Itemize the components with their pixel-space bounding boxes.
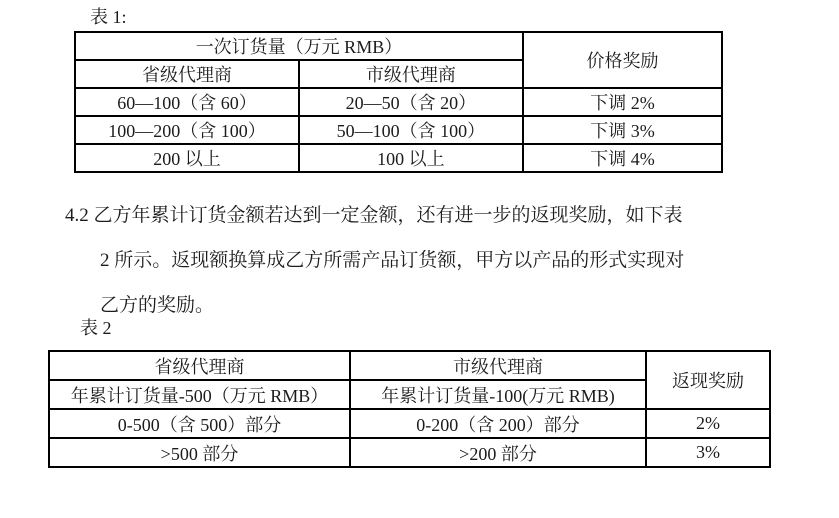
- table1-cell: 100—200（含 100）: [75, 116, 299, 144]
- table2-cell: 2%: [646, 409, 770, 438]
- table-row: [75, 88, 722, 116]
- table2-colheader-provincial: 省级代理商: [49, 351, 350, 380]
- table1-caption: 表 1:: [90, 7, 127, 27]
- table1-cell: 20—50（含 20）: [299, 88, 523, 116]
- table1-cell: 100 以上: [299, 144, 523, 172]
- table2-rebate-reward: [48, 350, 771, 468]
- table1-cell: 下调 2%: [523, 88, 722, 116]
- table1-cell: 50—100（含 100）: [299, 116, 523, 144]
- table1-cell: 下调 4%: [523, 144, 722, 172]
- table2-caption: 表 2: [80, 318, 112, 338]
- table2-cell: 3%: [646, 438, 770, 467]
- clause-line: 乙方的奖励。: [100, 295, 215, 316]
- table1-header-order-qty: 一次订货量（万元 RMB）: [75, 32, 523, 60]
- table2-header-rebate-reward: 返现奖励: [646, 351, 770, 409]
- table2-cell: 0-500（含 500）部分: [49, 409, 350, 438]
- clause-line: 4.2 乙方年累计订货金额若达到一定金额，还有进一步的返现奖励，如下表: [65, 205, 683, 226]
- table-row: [49, 409, 770, 438]
- table2-subheader-provincial: 年累计订货量-500（万元 RMB）: [49, 380, 350, 409]
- table-row: [75, 32, 722, 60]
- table1-colheader-municipal: 市级代理商: [299, 60, 523, 88]
- clause-line: 2 所示。返现额换算成乙方所需产品订货额，甲方以产品的形式实现对: [100, 250, 685, 271]
- table2-cell: 0-200（含 200）部分: [350, 409, 646, 438]
- table1-cell: 200 以上: [75, 144, 299, 172]
- table-row: [75, 144, 722, 172]
- table2-cell: >200 部分: [350, 438, 646, 467]
- table-row: [49, 351, 770, 380]
- table2-subheader-municipal: 年累计订货量-100(万元 RMB): [350, 380, 646, 409]
- table2-colheader-municipal: 市级代理商: [350, 351, 646, 380]
- table1-colheader-provincial: 省级代理商: [75, 60, 299, 88]
- clause-4-2-paragraph: [65, 193, 805, 328]
- table1-cell: 下调 3%: [523, 116, 722, 144]
- table1-header-price-reward: 价格奖励: [523, 32, 722, 88]
- table1-order-discount: [74, 31, 723, 173]
- table2-cell: >500 部分: [49, 438, 350, 467]
- table-row: [75, 116, 722, 144]
- table1-cell: 60—100（含 60）: [75, 88, 299, 116]
- table-row: [49, 438, 770, 467]
